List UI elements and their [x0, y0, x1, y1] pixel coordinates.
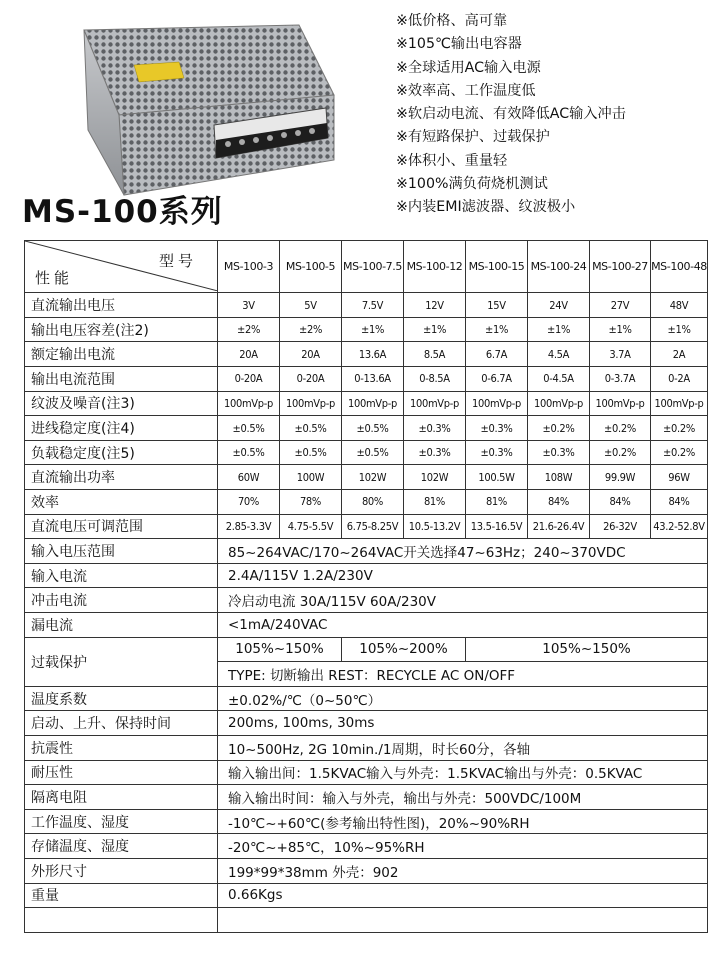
table-row	[25, 317, 708, 342]
row-value: 81%	[466, 490, 528, 515]
row-value: 102W	[404, 465, 466, 490]
row-value: 15V	[466, 293, 528, 318]
row-value: 4.5A	[528, 342, 590, 367]
row-value: 10.5-13.2V	[404, 514, 466, 539]
feature-item: ※内装EMI滤波器、纹波极小	[396, 199, 576, 216]
row-value: -20℃~+85℃，10%~95%RH	[218, 834, 708, 859]
row-value: 100mVp-p	[528, 391, 590, 416]
feature-item: ※105℃输出电容器	[396, 36, 522, 53]
model-header: MS-100-27	[590, 241, 651, 293]
row-value: 100mVp-p	[404, 391, 466, 416]
row-value: 0.66Kgs	[218, 883, 708, 908]
feature-item: ※软启动电流、有效降低AC输入冲击	[396, 106, 626, 123]
table-row	[25, 367, 708, 392]
table-row	[25, 883, 708, 908]
row-value: 2A	[651, 342, 708, 367]
table-row	[25, 563, 708, 588]
row-value: 12V	[404, 293, 466, 318]
table-row	[25, 514, 708, 539]
row-value: ±1%	[342, 317, 404, 342]
row-label: 漏电流	[25, 613, 218, 638]
table-row	[25, 293, 708, 318]
row-value: 78%	[280, 490, 342, 515]
corner-model-label: 型号	[158, 252, 197, 270]
row-value: 100mVp-p	[280, 391, 342, 416]
row-label: 隔离电阻	[25, 785, 218, 810]
row-value: 80%	[342, 490, 404, 515]
row-value: ±1%	[651, 317, 708, 342]
row-value: 27V	[590, 293, 651, 318]
row-label: 输入电流	[25, 563, 218, 588]
row-label: 直流输出功率	[25, 465, 218, 490]
row-value: ±0.3%	[466, 440, 528, 465]
feature-item: ※效率高、工作温度低	[396, 82, 536, 99]
row-value: 96W	[651, 465, 708, 490]
row-label	[25, 908, 218, 933]
row-value: 99.9W	[590, 465, 651, 490]
row-value: 13.6A	[342, 342, 404, 367]
table-row	[25, 735, 708, 760]
row-value: -10℃~+60℃(参考输出特性图)，20%~90%RH	[218, 809, 708, 834]
row-label: 耐压性	[25, 760, 218, 785]
row-value: ±0.02%/℃（0~50℃）	[218, 686, 708, 711]
row-value	[218, 908, 708, 933]
row-value: ±0.3%	[466, 416, 528, 441]
row-label: 直流输出电压	[25, 293, 218, 318]
overload-value: 105%~150%	[218, 637, 342, 662]
row-value: 100mVp-p	[590, 391, 651, 416]
table-row	[25, 391, 708, 416]
row-value: 5V	[280, 293, 342, 318]
row-value: 20A	[280, 342, 342, 367]
row-value: ±0.5%	[280, 416, 342, 441]
row-value: ±0.5%	[280, 440, 342, 465]
row-value: 6.7A	[466, 342, 528, 367]
model-header: MS-100-7.5	[342, 241, 404, 293]
row-value: 24V	[528, 293, 590, 318]
row-value: 81%	[404, 490, 466, 515]
table-header-row	[25, 241, 708, 293]
row-value: 48V	[651, 293, 708, 318]
row-value: 输入输出时间：输入与外壳，输出与外壳：500VDC/100M	[218, 785, 708, 810]
model-header: MS-100-5	[280, 241, 342, 293]
row-value: 3.7A	[590, 342, 651, 367]
model-header: MS-100-15	[466, 241, 528, 293]
row-value: 0-20A	[218, 367, 280, 392]
row-value: ±1%	[528, 317, 590, 342]
table-row-empty	[25, 908, 708, 933]
row-label: 温度系数	[25, 686, 218, 711]
row-label: 直流电压可调范围	[25, 514, 218, 539]
row-value: ±0.5%	[218, 440, 280, 465]
row-value: 108W	[528, 465, 590, 490]
row-value: 10~500Hz, 2G 10min./1周期，时长60分，各轴	[218, 735, 708, 760]
row-value: 13.5-16.5V	[466, 514, 528, 539]
model-header: MS-100-12	[404, 241, 466, 293]
row-value: 2.4A/115V 1.2A/230V	[218, 563, 708, 588]
spec-table	[24, 240, 708, 933]
table-row	[25, 686, 708, 711]
table-row	[25, 490, 708, 515]
row-value: 84%	[590, 490, 651, 515]
table-row	[25, 440, 708, 465]
row-value: 199*99*38mm 外壳：902	[218, 858, 708, 883]
table-row	[25, 342, 708, 367]
row-value: ±0.2%	[651, 440, 708, 465]
row-value: 8.5A	[404, 342, 466, 367]
row-value: ±1%	[404, 317, 466, 342]
row-label: 重量	[25, 883, 218, 908]
row-value: ±1%	[466, 317, 528, 342]
row-label: 额定输出电流	[25, 342, 218, 367]
row-value: 0-2A	[651, 367, 708, 392]
row-value: 26-32V	[590, 514, 651, 539]
feature-item: ※全球适用AC输入电源	[396, 59, 541, 76]
row-value: 100.5W	[466, 465, 528, 490]
row-value: ±0.3%	[404, 416, 466, 441]
row-value: 0-8.5A	[404, 367, 466, 392]
row-label: 输出电流范围	[25, 367, 218, 392]
model-header: MS-100-48	[651, 241, 708, 293]
row-value: 100mVp-p	[651, 391, 708, 416]
table-row	[25, 760, 708, 785]
row-value: ±0.5%	[218, 416, 280, 441]
row-value: 0-20A	[280, 367, 342, 392]
series-title: MS-100系列	[22, 194, 223, 230]
table-row	[25, 416, 708, 441]
table-row	[25, 834, 708, 859]
row-value: 6.75-8.25V	[342, 514, 404, 539]
row-value: ±0.2%	[528, 416, 590, 441]
row-value: 0-3.7A	[590, 367, 651, 392]
table-corner-cell	[25, 241, 218, 293]
row-value: 4.75-5.5V	[280, 514, 342, 539]
row-value: 85~264VAC/170~264VAC开关选择47~63Hz；240~370VDC	[218, 539, 708, 564]
row-label: 纹波及噪音(注3)	[25, 391, 218, 416]
row-label: 过载保护	[25, 637, 218, 686]
row-label: 外形尺寸	[25, 858, 218, 883]
row-value: 84%	[651, 490, 708, 515]
row-value: 7.5V	[342, 293, 404, 318]
row-value: 100mVp-p	[218, 391, 280, 416]
row-value: 70%	[218, 490, 280, 515]
row-value: 冷启动电流 30A/115V 60A/230V	[218, 588, 708, 613]
row-label: 进线稳定度(注4)	[25, 416, 218, 441]
table-row	[25, 637, 708, 662]
row-value: ±0.5%	[342, 440, 404, 465]
row-value: ±1%	[590, 317, 651, 342]
row-label: 启动、上升、保持时间	[25, 711, 218, 736]
row-value: ±0.3%	[404, 440, 466, 465]
model-header: MS-100-3	[218, 241, 280, 293]
row-label: 负载稳定度(注5)	[25, 440, 218, 465]
row-value: ±0.2%	[651, 416, 708, 441]
corner-perf-label: 性能	[35, 269, 74, 287]
row-value: 100W	[280, 465, 342, 490]
feature-item: ※100%满负荷烧机测试	[396, 176, 548, 193]
row-value: 输入输出间：1.5KVAC输入与外壳：1.5KVAC输出与外壳：0.5KVAC	[218, 760, 708, 785]
table-row	[25, 858, 708, 883]
row-value: 102W	[342, 465, 404, 490]
table-row	[25, 539, 708, 564]
table-row	[25, 785, 708, 810]
feature-item: ※低价格、高可靠	[396, 13, 508, 29]
row-value: 20A	[218, 342, 280, 367]
row-label: 抗震性	[25, 735, 218, 760]
row-value: ±0.5%	[342, 416, 404, 441]
table-row	[25, 809, 708, 834]
feature-item: ※体积小、重量轻	[396, 152, 508, 169]
overload-value: 105%~150%	[466, 637, 708, 662]
row-value: ±0.3%	[528, 440, 590, 465]
table-row	[25, 465, 708, 490]
model-header: MS-100-24	[528, 241, 590, 293]
row-value: <1mA/240VAC	[218, 613, 708, 638]
product-photo	[44, 20, 344, 200]
row-value: 60W	[218, 465, 280, 490]
row-value: 21.6-26.4V	[528, 514, 590, 539]
row-label: 输出电压容差(注2)	[25, 317, 218, 342]
row-value: ±0.2%	[590, 440, 651, 465]
row-label: 工作温度、湿度	[25, 809, 218, 834]
row-value: 0-4.5A	[528, 367, 590, 392]
row-label: 效率	[25, 490, 218, 515]
row-value: ±2%	[280, 317, 342, 342]
table-row	[25, 613, 708, 638]
table-row	[25, 588, 708, 613]
table-row	[25, 711, 708, 736]
row-value: 3V	[218, 293, 280, 318]
row-label: 输入电压范围	[25, 539, 218, 564]
row-value: ±0.2%	[590, 416, 651, 441]
row-value: 84%	[528, 490, 590, 515]
row-value: 100mVp-p	[342, 391, 404, 416]
row-label: 存储温度、湿度	[25, 834, 218, 859]
overload-value: 105%~200%	[342, 637, 466, 662]
row-value: 43.2-52.8V	[651, 514, 708, 539]
row-label: 冲击电流	[25, 588, 218, 613]
row-value: 2.85-3.3V	[218, 514, 280, 539]
row-value: 0-13.6A	[342, 367, 404, 392]
feature-item: ※有短路保护、过载保护	[396, 129, 550, 146]
overload-note: TYPE: 切断输出 REST：RECYCLE AC ON/OFF	[218, 662, 708, 687]
row-value: 200ms, 100ms, 30ms	[218, 711, 708, 736]
feature-list	[396, 10, 626, 220]
row-value: 0-6.7A	[466, 367, 528, 392]
row-value: 100mVp-p	[466, 391, 528, 416]
row-value: ±2%	[218, 317, 280, 342]
